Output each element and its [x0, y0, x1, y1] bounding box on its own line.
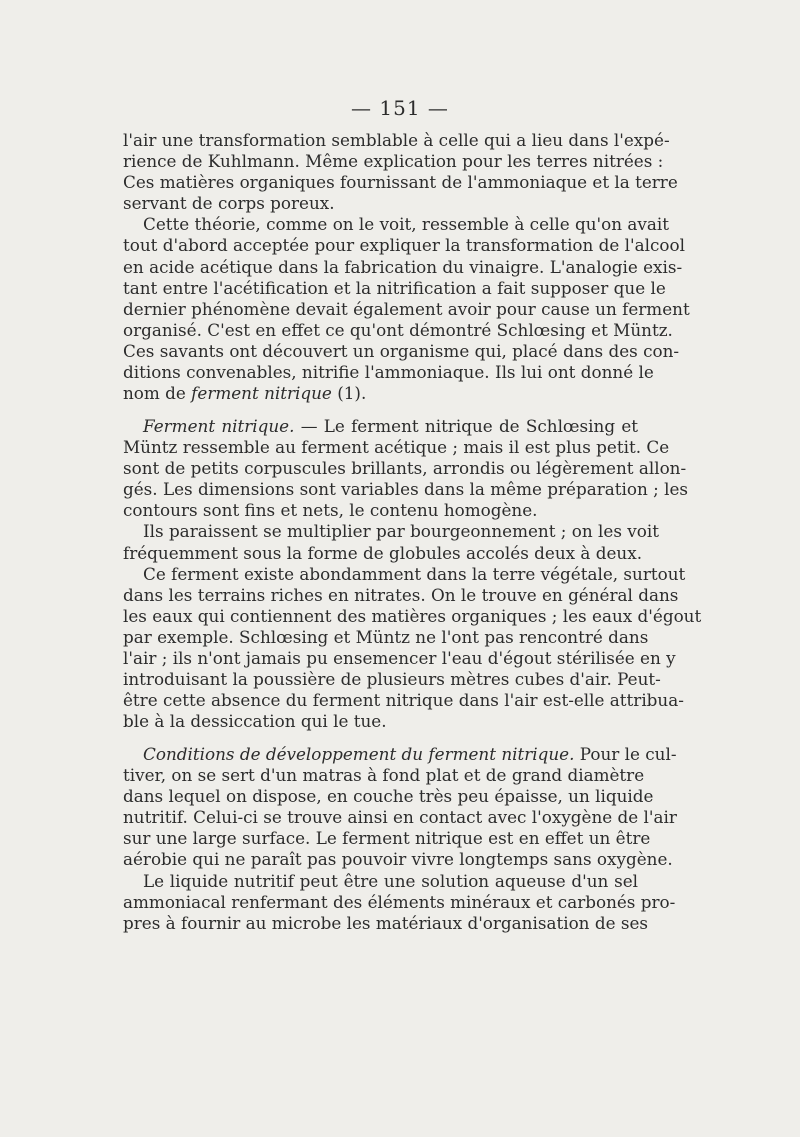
- text-line: Ces savants ont découvert un organisme qui, placé dans des con-: [123, 340, 680, 361]
- text-line: aérobie qui ne paraît pas pouvoir vivre longtemps sans oxygène.: [123, 849, 673, 870]
- text-line: dans lequel on dispose, en couche très peu épaisse, un liquide: [123, 786, 654, 807]
- text-fragment: Pour le cul-: [574, 744, 677, 764]
- paragraph-6: [123, 744, 677, 871]
- italic-term: ferment nitrique: [191, 383, 332, 404]
- text-line: être cette absence du ferment nitrique dans l'air est-elle attribua-: [123, 690, 684, 711]
- footnote-reference: (1).: [331, 383, 367, 404]
- text-line: introduisant la poussière de plusieurs mètres cubes d'air. Peut-: [123, 669, 661, 690]
- text-line: par exemple. Schlœsing et Müntz ne l'ont pas rencontré dans: [123, 626, 649, 647]
- text-line: tout d'abord acceptée pour expliquer la transformation de l'alcool: [123, 235, 686, 256]
- text-line: l'air ; ils n'ont jamais pu ensemencer l'eau d'égout stérilisée en y: [123, 648, 676, 669]
- text-line: en acide acétique dans la fabrication du vinaigre. L'analogie exis-: [123, 256, 683, 277]
- text-line: l'air une transformation semblable à celle qui a lieu dans l'expé-: [123, 130, 670, 150]
- section-heading: Conditions de développement du ferment nitrique.: [143, 744, 575, 764]
- text-line: rience de Kuhlmann. Même explication pour les terres nitrées :: [123, 151, 664, 172]
- text-line: dans les terrains riches en nitrates. On le trouve en général dans: [123, 584, 679, 605]
- text-line: Müntz ressemble au ferment acétique ; mais il est plus petit. Ce: [123, 437, 670, 458]
- paragraph-3: [123, 416, 688, 521]
- text-line: Ce ferment existe abondamment dans la terre végétale, surtout: [143, 563, 686, 584]
- text-line: gés. Les dimensions sont variables dans la même préparation ; les: [123, 479, 688, 500]
- paragraph-5: [123, 563, 702, 733]
- text-line: [123, 383, 638, 404]
- section-heading: Ferment nitrique.: [143, 416, 295, 436]
- text-line: sont de petits corpuscules brillants, arrondis ou légèrement allon-: [123, 458, 687, 479]
- paragraph-2: [123, 214, 690, 404]
- text-line: [123, 416, 638, 437]
- text-line: Le liquide nutritif peut être une solution aqueuse d'un sel: [143, 870, 638, 891]
- text-line: nutritif. Celui-ci se trouve ainsi en contact avec l'oxygène de l'air: [123, 807, 677, 828]
- text-fragment: — Le ferment nitrique de Schlœsing et: [294, 416, 638, 436]
- text-line: les eaux qui contiennent des matières organiques ; les eaux d'égout: [123, 605, 702, 626]
- text-line: tant entre l'acétification et la nitrification a fait supposer que le: [123, 277, 666, 298]
- text-fragment: nom de: [123, 383, 192, 404]
- text-line: contours sont fins et nets, le contenu homogène.: [123, 500, 538, 521]
- text-line: servant de corps poreux.: [123, 193, 335, 214]
- text-block-1: [123, 130, 690, 404]
- paragraph-4: [123, 521, 659, 563]
- text-line: Ils paraissent se multiplier par bourgeonnement ; on les voit: [143, 521, 659, 542]
- text-line: Cette théorie, comme on le voit, ressemble à celle qu'on avait: [143, 214, 670, 235]
- text-line: ble à la dessiccation qui le tue.: [123, 711, 387, 732]
- text-line: Ces matières organiques fournissant de l'ammoniaque et la terre: [123, 172, 678, 193]
- text-line: [123, 744, 677, 765]
- text-block-3: [123, 744, 677, 934]
- text-line: organisé. C'est en effet ce qu'ont démontré Schlœsing et Müntz.: [123, 319, 673, 340]
- text-line: fréquemment sous la forme de globules accolés deux à deux.: [123, 542, 643, 563]
- paragraph-7: [123, 870, 676, 934]
- text-block-2: [123, 416, 702, 732]
- page-number: — 151 —: [351, 96, 449, 120]
- paragraph-1: [123, 130, 678, 214]
- text-line: ammoniacal renfermant des éléments minéraux et carbonés pro-: [123, 891, 676, 912]
- text-line: dernier phénomène devait également avoir pour cause un ferment: [123, 298, 690, 319]
- text-line: pres à fournir au microbe les matériaux d'organisation de ses: [123, 912, 648, 933]
- text-line: tiver, on se sert d'un matras à fond plat et de grand diamètre: [123, 765, 645, 786]
- text-line: ditions convenables, nitrifie l'ammoniaque. Ils lui ont donné le: [123, 362, 654, 383]
- text-line: sur une large surface. Le ferment nitrique est en effet un être: [123, 828, 651, 849]
